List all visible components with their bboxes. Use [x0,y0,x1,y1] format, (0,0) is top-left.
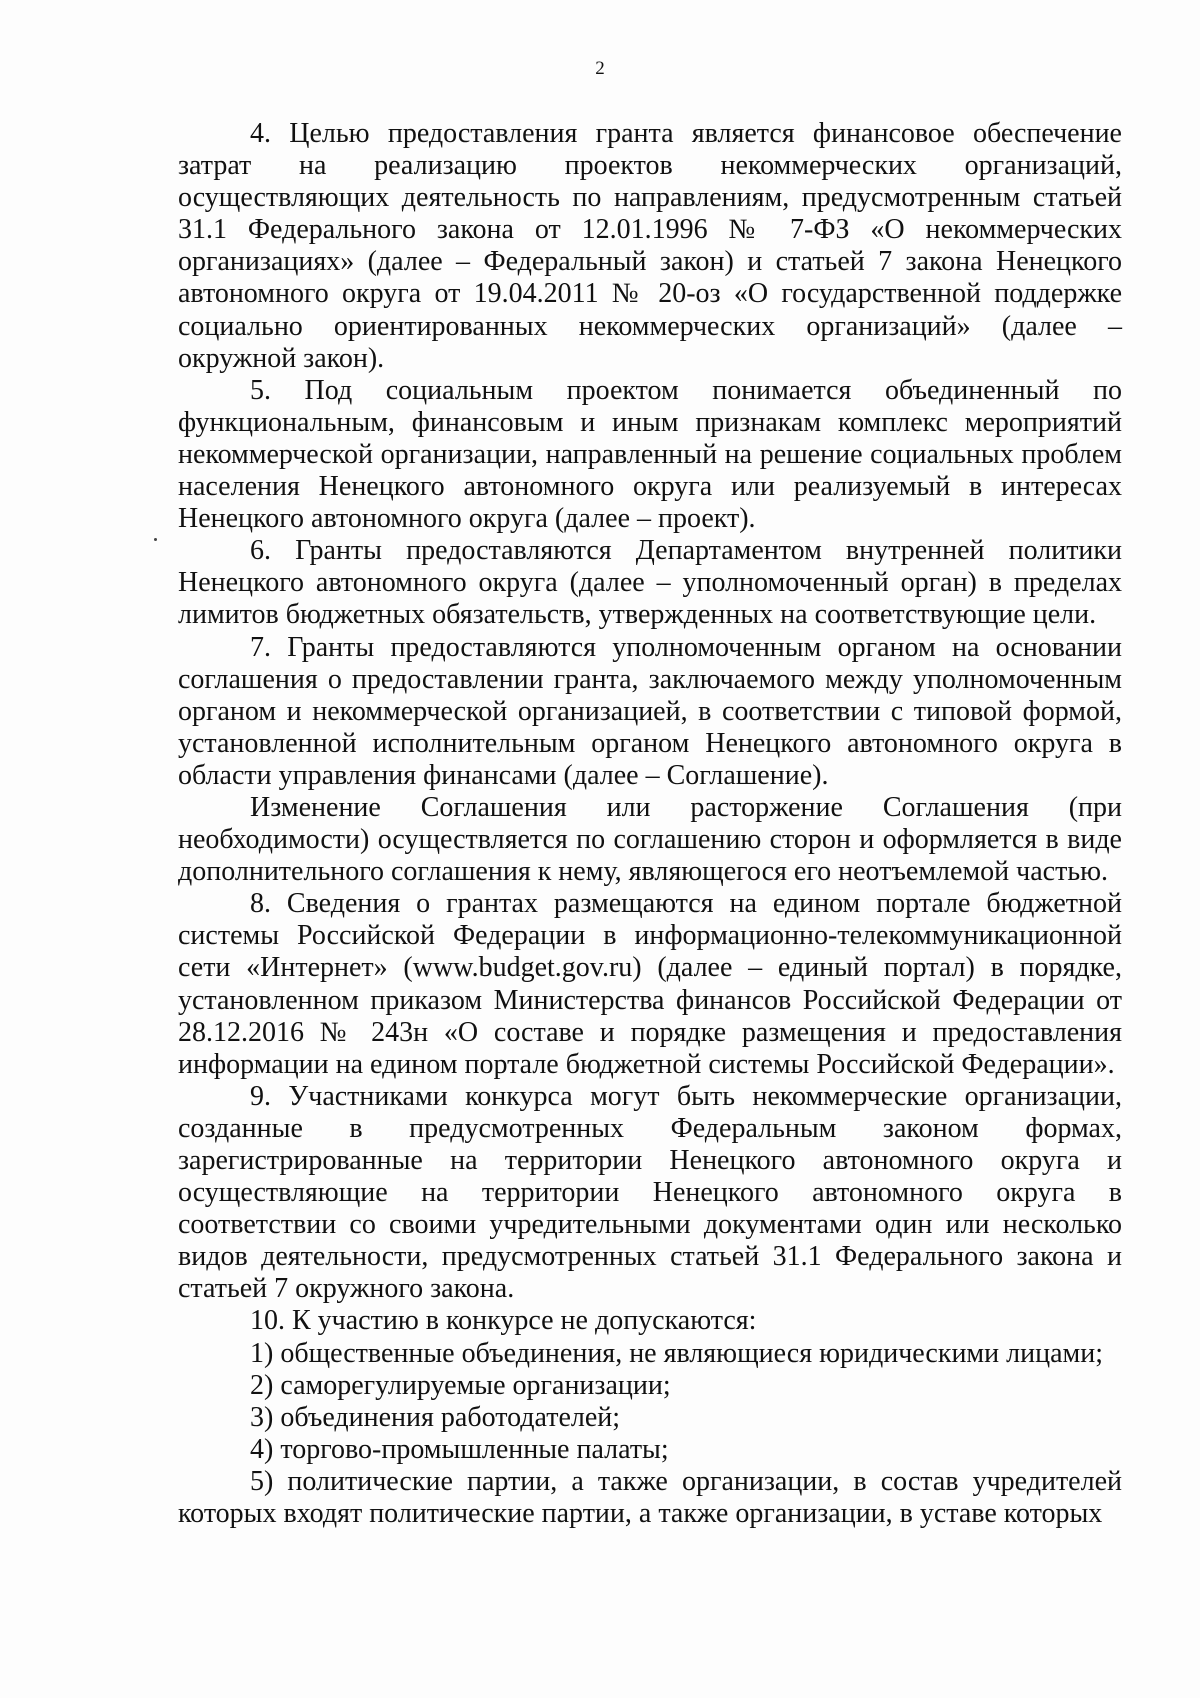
list-item-10-4: 4) торгово-промышленные палаты; [250,1433,669,1465]
list-item-10-3: 3) объединения работодателей; [250,1401,621,1433]
list-item-10-5: 5) политические партии, а также организации, в состав учредителей которых входят политические партии, а также организации, в уставе которых [178,1465,1122,1530]
scan-speck [154,538,157,541]
paragraph-9: 9. Участниками конкурса могут быть некоммерческие организации, созданные в предусмотренных Федеральным законом формах, зарегистрированные на территории Ненецкого автономного округа и осуществляющие на территории Ненецкого автономного округа в соответствии со своими учредительными документами один или несколько видов деятельности, предусмотренных статьей 31.1 Федерального закона и статьей 7 окружного закона. [178,1080,1122,1305]
list-item-10-2: 2) саморегулируемые организации; [250,1369,671,1401]
paragraph-10: 10. К участию в конкурсе не допускаются: [250,1305,757,1337]
paragraph-5: 5. Под социальным проектом понимается объединенный по функциональным, финансовым и иным признакам комплекс мероприятий некоммерческой организации, направленный на решение социальных проблем населения Ненецкого автономного округа или реализуемый в интересах Ненецкого автономного округа (далее – проект). [178,374,1122,535]
paragraph-6: 6. Гранты предоставляются Департаментом внутренней политики Ненецкого автономного округа (далее – уполномоченный орган) в пределах лимитов бюджетных обязательств, утвержденных на соответствующие цели. [178,535,1122,631]
paragraph-4: 4. Целью предоставления гранта является финансовое обеспечение затрат на реализацию проектов некоммерческих организаций, осуществляющих деятельность по направлениям, предусмотренным статьей 31.1 Федерального закона от 12.01.1996 № 7-ФЗ «О некоммерческих организациях» (далее – Федеральный закон) и статьей 7 закона Ненецкого автономного округа от 19.04.2011 № 20-оз «О государственной поддержке социально ориентированных некоммерческих организаций» (далее – окружной закон). [178,118,1122,374]
list-item-10-1: 1) общественные объединения, не являющиеся юридическими лицами; [250,1337,1103,1369]
paragraph-7: 7. Гранты предоставляются уполномоченным органом на основании соглашения о предоставлении гранта, заключаемого между уполномоченным органом и некоммерческой организацией, в соответствии с типовой формой, установленной исполнительным органом Ненецкого автономного округа в области управления финансами (далее – Соглашение). [178,631,1122,791]
document-body [178,118,1122,1530]
paragraph-7-amendment: Изменение Соглашения или расторжение Соглашения (при необходимости) осуществляется по соглашению сторон и оформляется в виде дополнительного соглашения к нему, являющегося его неотъемлемой частью. [178,791,1122,888]
page-number: 2 [595,58,605,79]
paragraph-8: 8. Сведения о грантах размещаются на едином портале бюджетной системы Российской Федерации в информационно-телекоммуникационной сети «Интернет» (www.budget.gov.ru) (далее – единый портал) в порядке, установленном приказом Министерства финансов Российской Федерации от 28.12.2016 № 243н «О составе и порядке размещения и предоставления информации на едином портале бюджетной системы Российской Федерации». [178,888,1122,1080]
